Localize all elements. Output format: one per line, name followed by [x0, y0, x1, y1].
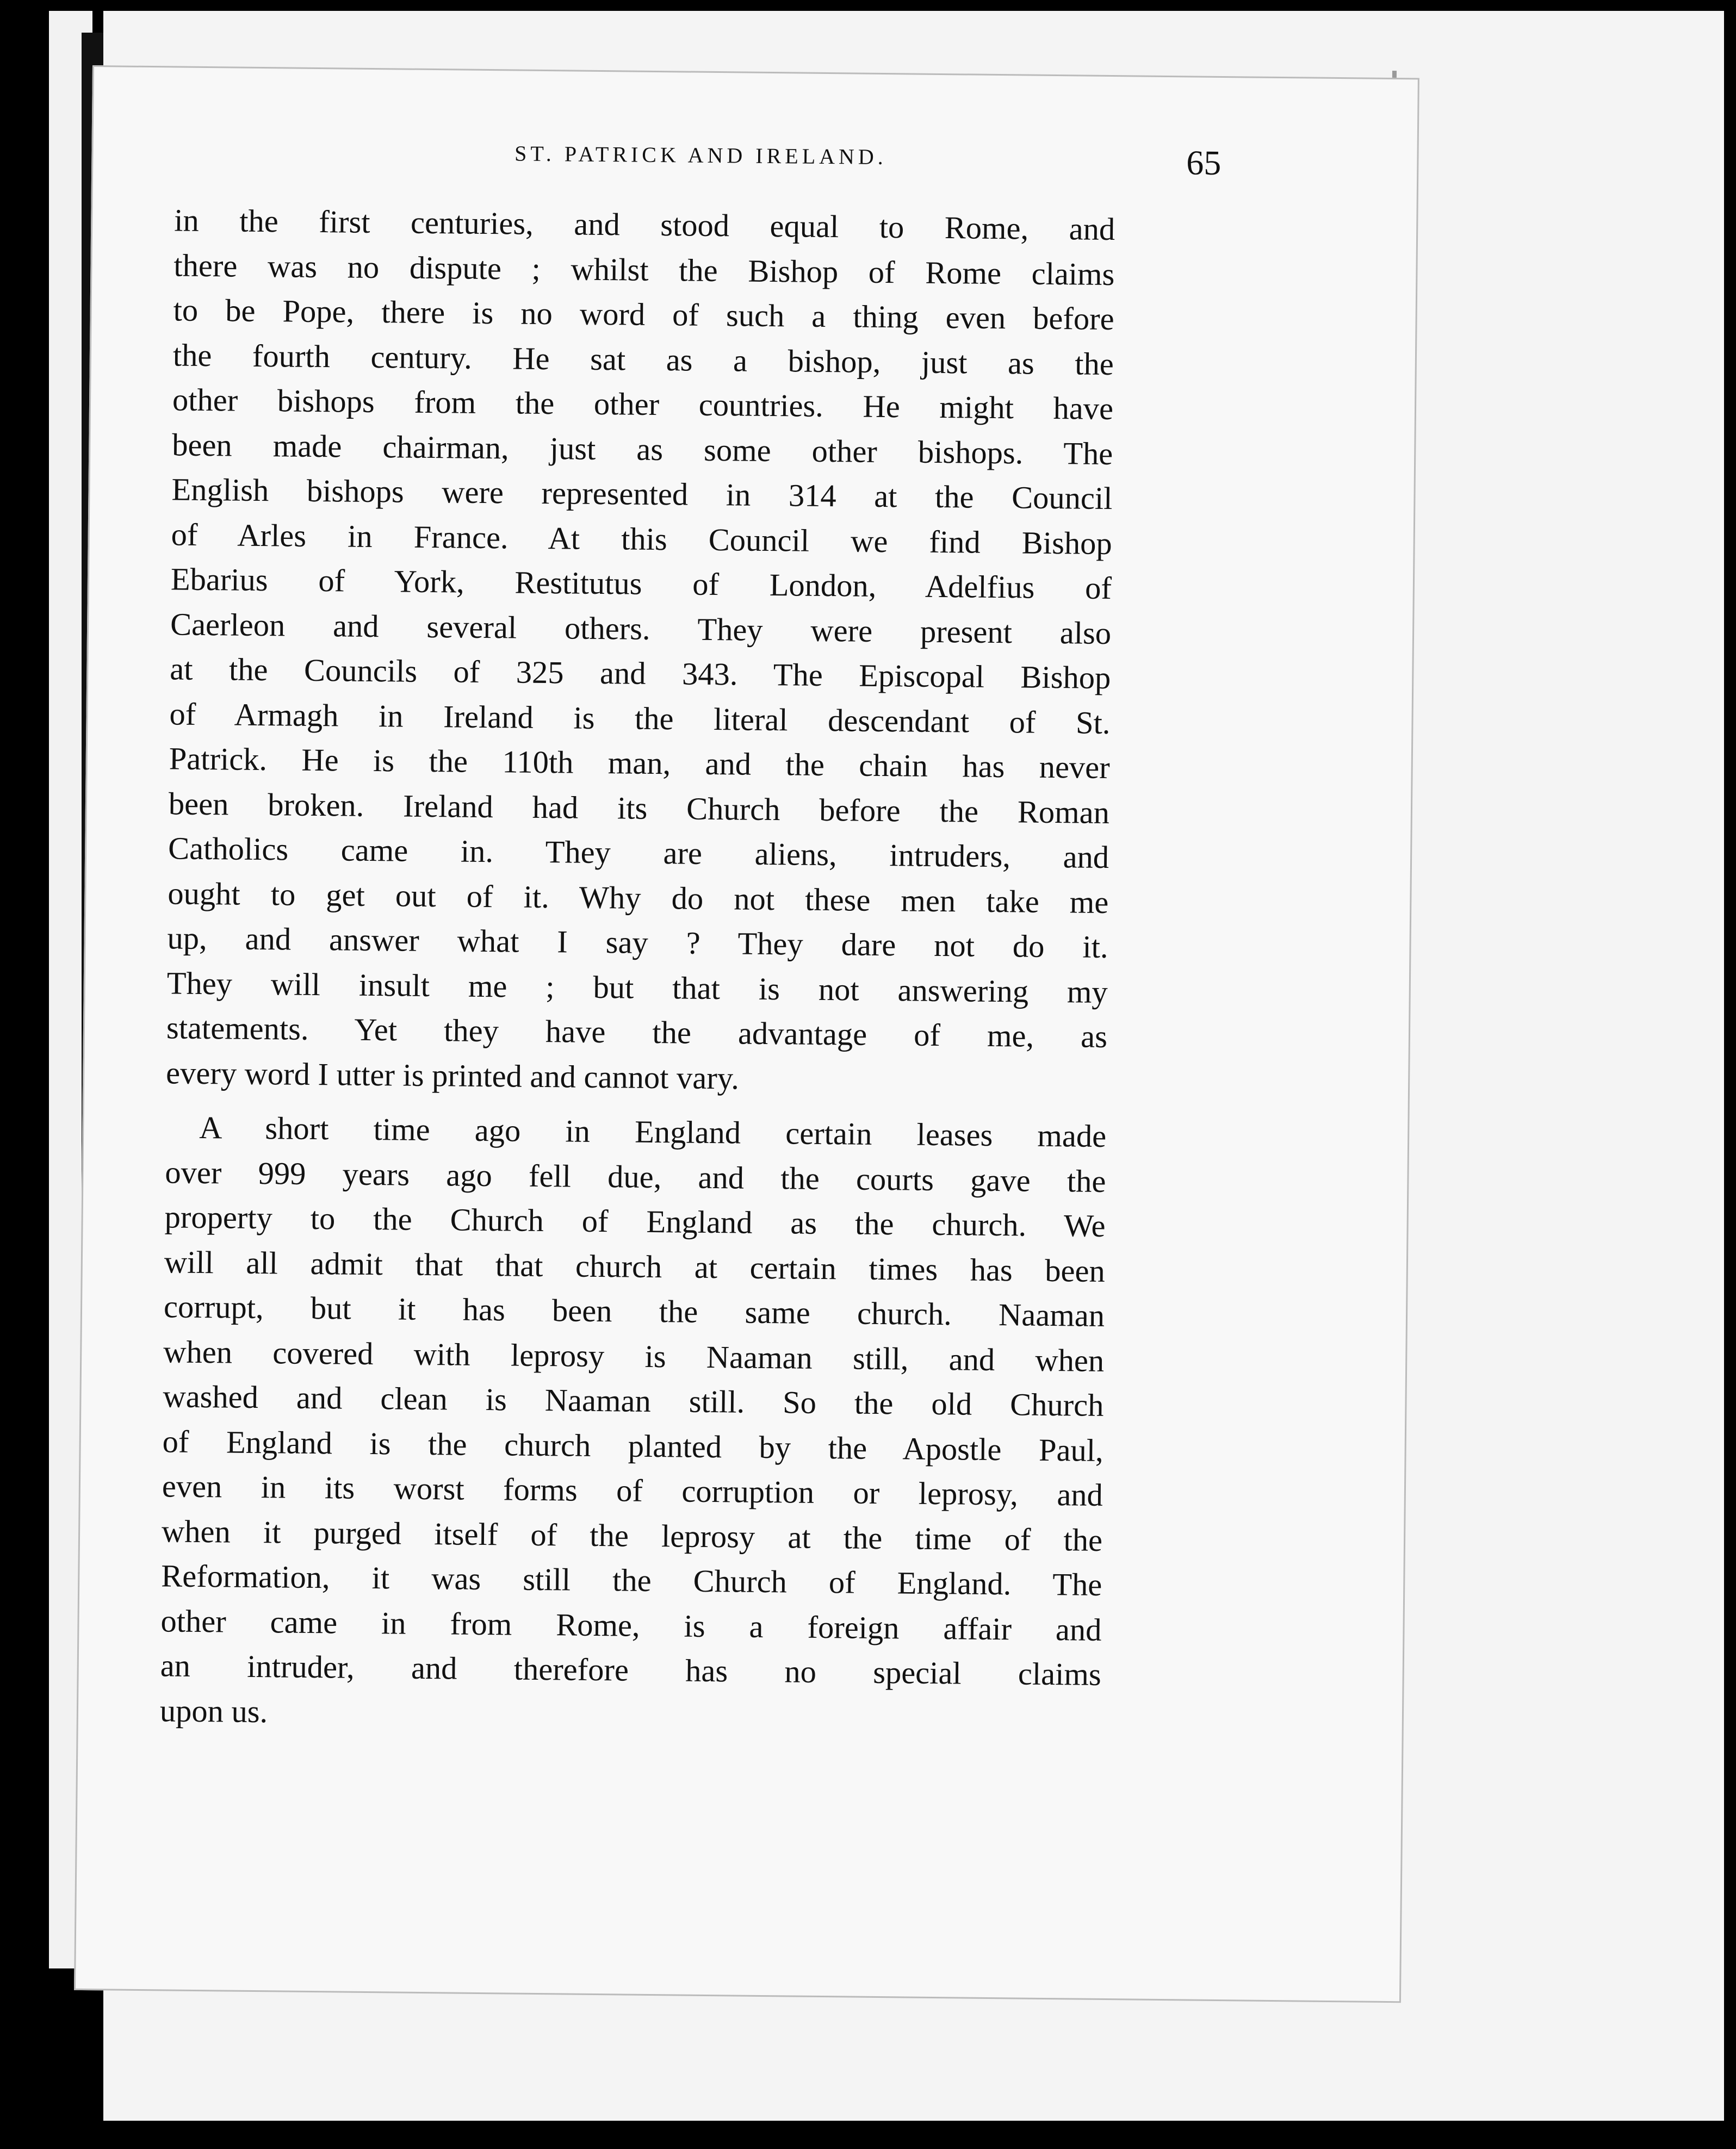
book-page [74, 65, 1419, 2003]
text-line: Caerleon and several others. They were present also [170, 606, 1112, 651]
running-head-text: ST. PATRICK AND IRELAND. [514, 141, 888, 170]
text-line: statements. Yet they have the advantage of me, as [166, 1010, 1108, 1054]
text-line: They will insult me ; but that is not answering my [166, 965, 1108, 1010]
paragraph [160, 1105, 1107, 1742]
text-line: when covered with leprosy is Naaman still, and when [163, 1333, 1105, 1378]
text-line: property to the Church of England as the church. We [164, 1199, 1106, 1244]
text-line: been broken. Ireland had its Church before the Roman [168, 785, 1110, 830]
text-line: Patrick. He is the 110th man, and the chain has never [169, 741, 1111, 786]
text-line: ought to get out of it. Why do not these men take me [168, 875, 1109, 920]
text-line: at the Councils of 325 and 343. The Episcopal Bishop [170, 651, 1111, 696]
text-line: upon us. [159, 1692, 268, 1729]
text-line: been made chairman, just as some other bishops. The [171, 426, 1113, 471]
text-line: washed and clean is Naaman still. So the old Church [163, 1378, 1104, 1423]
text-line: up, and answer what I say ? They dare not do it. [167, 920, 1108, 965]
text-line: will all admit that that church at certain times has been [164, 1244, 1106, 1289]
body-text [160, 198, 1115, 1742]
text-line: when it purged itself of the leprosy at the time of the [161, 1513, 1103, 1558]
page-number: 65 [1186, 143, 1222, 182]
text-line: of Armagh in Ireland is the literal descendant of St. [169, 695, 1111, 741]
text-line: Reformation, it was still the Church of England. The [161, 1558, 1102, 1603]
text-line: corrupt, but it has been the same church. Naaman [163, 1289, 1105, 1333]
text-line: English bishops were represented in 314 at the Council [171, 471, 1113, 517]
paragraph [166, 198, 1115, 1104]
text-line: of Arles in France. At this Council we find Bishop [171, 516, 1112, 561]
text-line: to be Pope, there is no word of such a thing even before [173, 292, 1114, 337]
text-line: A short time ago in England certain leases made [199, 1109, 1107, 1154]
text-line: other came in from Rome, is a foreign affair and [160, 1603, 1102, 1648]
text-line: in the first centuries, and stood equal to Rome, and [173, 202, 1115, 247]
text-line: Catholics came in. They are aliens, intruders, and [168, 830, 1109, 875]
text-line: the fourth century. He sat as a bishop, just as the [172, 337, 1114, 382]
text-line: other bishops from the other countries. He might have [172, 382, 1114, 427]
text-line: every word I utter is printed and cannot vary. [165, 1054, 740, 1096]
text-line: an intruder, and therefore has no special claims [160, 1648, 1101, 1692]
text-line: there was no dispute ; whilst the Bishop of Rome claims [173, 247, 1115, 292]
text-line: even in its worst forms of corruption or leprosy, and [162, 1468, 1103, 1513]
text-line: over 999 years ago fell due, and the courts gave the [165, 1154, 1106, 1199]
text-line: Ebarius of York, Restitutus of London, Adelfius of [170, 561, 1112, 606]
text-line: of England is the church planted by the Apostle Paul, [162, 1423, 1103, 1468]
